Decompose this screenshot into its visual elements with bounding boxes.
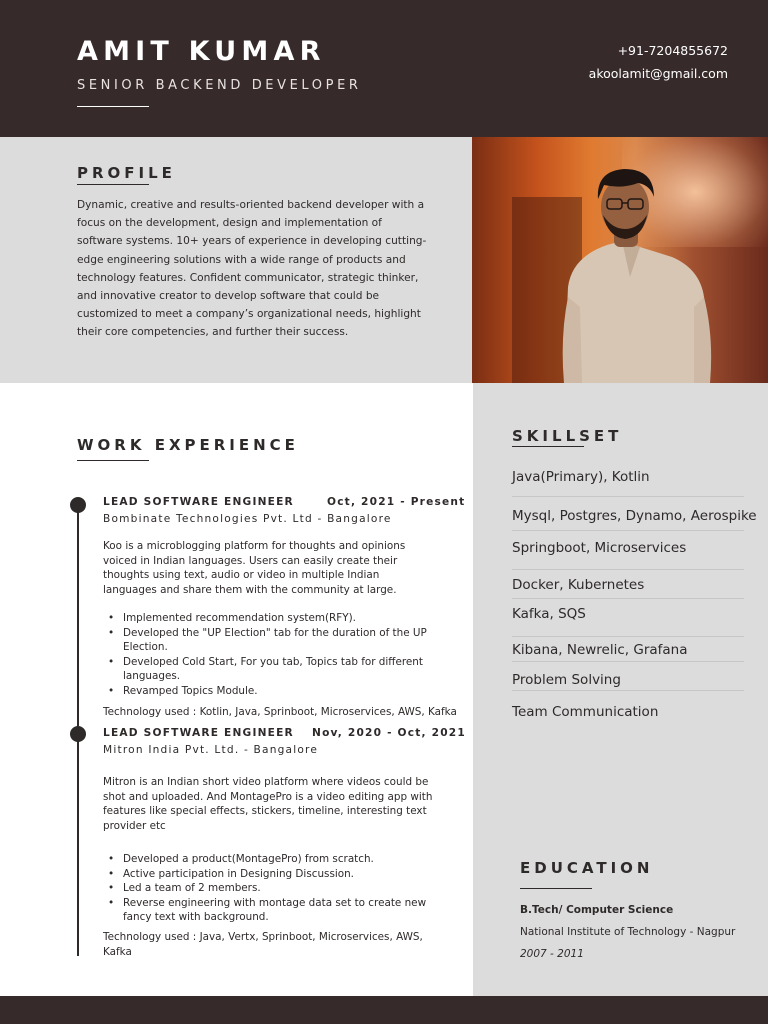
person-portrait-icon <box>472 137 768 383</box>
header-divider <box>77 106 149 107</box>
work-experience-heading: WORK EXPERIENCE <box>77 436 299 454</box>
job-technologies: Technology used : Java, Vertx, Sprinboot, Microservices, AWS, Kafka <box>103 931 423 958</box>
email-address[interactable]: akoolamit@gmail.com <box>588 66 728 81</box>
job-company: Bombinate Technologies Pvt. Ltd - Bangalore <box>103 513 392 525</box>
job-title: LEAD SOFTWARE ENGINEER <box>103 727 294 739</box>
skill-item: Problem Solving <box>512 672 621 688</box>
work-experience-heading-rule <box>77 460 149 461</box>
education-degree: B.Tech/ Computer Science <box>520 904 674 916</box>
skill-item: Team Communication <box>512 704 659 720</box>
achievement-item: • Developed a product(MontagePro) from scratch. <box>103 852 448 867</box>
skill-item: Springboot, Microservices <box>512 540 687 556</box>
skill-item: Kibana, Newrelic, Grafana <box>512 642 688 658</box>
job-title: LEAD SOFTWARE ENGINEER <box>103 496 294 508</box>
job-achievements <box>103 852 448 925</box>
candidate-name: AMIT KUMAR <box>77 36 326 67</box>
job-achievements <box>103 611 448 699</box>
skill-divider <box>512 598 744 599</box>
achievement-item: • Implemented recommendation system(RFY). <box>103 611 448 626</box>
skill-item: Docker, Kubernetes <box>512 577 645 593</box>
job-technologies: Technology used : Kotlin, Java, Sprinboot, Microservices, AWS, Kafka <box>103 706 457 718</box>
achievement-item: • Revamped Topics Module. <box>103 684 448 699</box>
profile-heading-rule <box>77 184 149 185</box>
job-dates: Oct, 2021 - Present <box>327 496 466 508</box>
education-school: National Institute of Technology - Nagpur <box>520 926 736 938</box>
job-dates: Nov, 2020 - Oct, 2021 <box>312 727 466 739</box>
timeline-dot <box>70 726 86 742</box>
education-years: 2007 - 2011 <box>520 948 584 960</box>
achievement-item: • Reverse engineering with montage data set to create new fancy text with background. <box>103 896 448 925</box>
achievement-item: • Developed the "UP Election" tab for the duration of the UP Election. <box>103 626 448 655</box>
skill-item: Kafka, SQS <box>512 606 586 622</box>
skillset-heading: SKILLSET <box>512 427 623 445</box>
skillset-heading-rule <box>512 446 584 447</box>
education-heading: EDUCATION <box>520 859 654 877</box>
resume-footer <box>0 996 768 1024</box>
education-heading-rule <box>520 888 592 889</box>
profile-photo <box>472 137 768 383</box>
profile-summary: Dynamic, creative and results-oriented backend developer with a focus on the development, design and implementation of software systems. 10+ years of experience in developing cutting-edge engineering solutions with a wide range of products and technology features. Confident communicator, strategic thinker, and innovative creator to develop software that could be customized to meet a company’s organizational needs, highlight their core competencies, and further their success. <box>77 199 427 339</box>
skill-divider <box>512 530 744 531</box>
resume-header <box>0 0 768 137</box>
achievement-item: • Active participation in Designing Discussion. <box>103 867 448 882</box>
timeline-dot <box>70 497 86 513</box>
job-company: Mitron India Pvt. Ltd. - Bangalore <box>103 744 319 756</box>
skill-divider <box>512 690 744 691</box>
achievement-item: • Led a team of 2 members. <box>103 881 448 896</box>
job-description: Mitron is an Indian short video platform where videos could be shot and uploaded. And MontagePro is a video editing app with features like special effects, stickers, timeline, interesting text provider etc <box>103 776 433 832</box>
skill-divider <box>512 569 744 570</box>
contact-info <box>589 39 728 85</box>
skill-item: Mysql, Postgres, Dynamo, Aerospike <box>512 508 757 524</box>
achievement-item: • Developed Cold Start, For you tab, Topics tab for different languages. <box>103 655 448 684</box>
skill-divider <box>512 661 744 662</box>
phone-number[interactable]: +91-7204855672 <box>617 43 728 58</box>
skill-item: Java(Primary), Kotlin <box>512 469 650 485</box>
profile-heading: PROFILE <box>77 164 176 182</box>
job-description: Koo is a microblogging platform for thoughts and opinions voiced in Indian languages. Users can easily create their thoughts using text, audio or video in multiple Indian languages and share them with the community at large. <box>103 540 406 596</box>
candidate-role: SENIOR BACKEND DEVELOPER <box>77 78 362 93</box>
skill-divider <box>512 636 744 637</box>
skill-divider <box>512 496 744 497</box>
